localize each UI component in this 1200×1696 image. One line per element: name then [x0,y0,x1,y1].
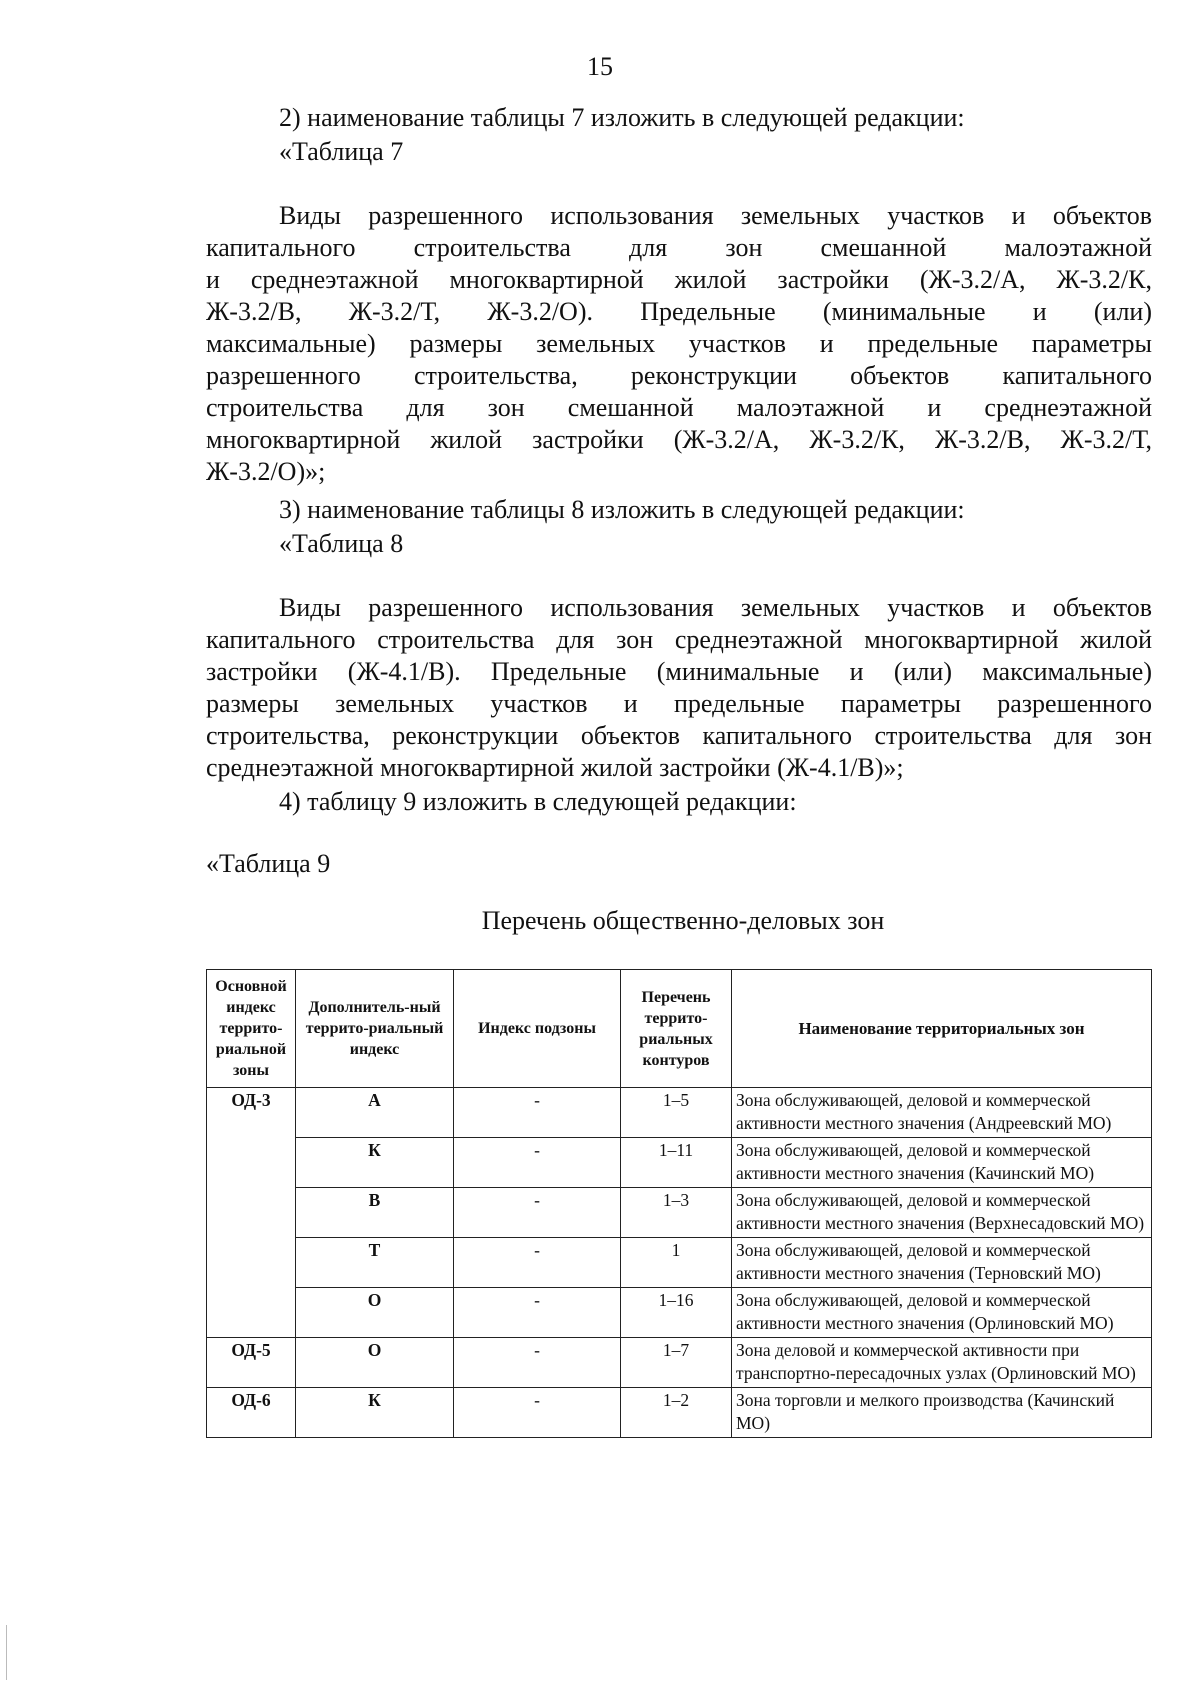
header-main-index: Основной индекс террито-риальной зоны [207,970,296,1088]
cell-zone-name: Зона обслуживающей, деловой и коммерческой активности местного значения (Верхнесадовский МО) [732,1188,1152,1238]
table-row [207,1238,1152,1288]
caption-line: Виды разрешенного использования земельных участков и объектов [279,201,1152,230]
table-row [207,1138,1152,1188]
caption-line: строительства, реконструкции объектов капитального строительства для зон [206,721,1152,750]
caption-line: максимальные) размеры земельных участков и предельные параметры [206,329,1152,358]
caption-line: Ж-3.2/В, Ж-3.2/Т, Ж-3.2/О). Предельные (минимальные и (или) [206,297,1152,326]
cell-zone-name: Зона обслуживающей, деловой и коммерческой активности местного значения (Терновский МО) [732,1238,1152,1288]
caption-line: размеры земельных участков и предельные параметры разрешенного [206,689,1152,718]
cell-main-index: ОД-5 [207,1338,296,1388]
cell-contours: 1 [621,1238,732,1288]
cell-additional-index: К [296,1388,454,1438]
table-row [207,1188,1152,1238]
cell-zone-name: Зона торговли и мелкого производства (Качинский МО) [732,1388,1152,1438]
cell-subzone-index: - [454,1388,621,1438]
cell-contours: 1–7 [621,1338,732,1388]
header-subzone-index: Индекс подзоны [454,970,621,1088]
table-7-label: «Таблица 7 [279,137,404,166]
cell-contours: 1–11 [621,1138,732,1188]
cell-contours: 1–5 [621,1088,732,1138]
cell-main-index [207,1188,296,1238]
page-number: 15 [587,52,613,81]
table-header-row [207,970,1152,1088]
cell-additional-index: К [296,1138,454,1188]
cell-additional-index: А [296,1088,454,1138]
header-additional-index: Дополнитель-ный террито-риальный индекс [296,970,454,1088]
scan-margin-mark [6,1625,7,1680]
caption-line: разрешенного строительства, реконструкции объектов капитального [206,361,1152,390]
cell-subzone-index: - [454,1288,621,1338]
cell-additional-index: Т [296,1238,454,1288]
header-contours: Перечень террито-риальных контуров [621,970,732,1088]
cell-zone-name: Зона обслуживающей, деловой и коммерческой активности местного значения (Андреевский МО) [732,1088,1152,1138]
cell-additional-index: О [296,1288,454,1338]
cell-subzone-index: - [454,1338,621,1388]
table-8-label: «Таблица 8 [279,529,404,558]
caption-line: среднеэтажной многоквартирной жилой застройки (Ж-4.1/В)»; [206,753,904,782]
cell-additional-index: О [296,1338,454,1388]
table-row [207,1338,1152,1388]
zones-table [206,969,1152,1438]
caption-line: многоквартирной жилой застройки (Ж-3.2/А, Ж-3.2/К, Ж-3.2/В, Ж-3.2/Т, [206,425,1152,454]
cell-zone-name: Зона обслуживающей, деловой и коммерческой активности местного значения (Орлиновский МО) [732,1288,1152,1338]
cell-contours: 1–16 [621,1288,732,1338]
cell-main-index: ОД-3 [207,1088,296,1138]
table-row [207,1388,1152,1438]
cell-additional-index: В [296,1188,454,1238]
caption-line: застройки (Ж-4.1/В). Предельные (минимальные и (или) максимальные) [206,657,1152,686]
cell-contours: 1–2 [621,1388,732,1438]
cell-main-index [207,1238,296,1288]
caption-line: Ж-3.2/О)»; [206,457,326,486]
cell-main-index [207,1288,296,1338]
cell-subzone-index: - [454,1238,621,1288]
caption-line: Виды разрешенного использования земельных участков и объектов [279,593,1152,622]
caption-line: строительства для зон смешанной малоэтажной и среднеэтажной [206,393,1152,422]
table-9-title: Перечень общественно-деловых зон [481,906,885,935]
cell-subzone-index: - [454,1138,621,1188]
caption-line: капитального строительства для зон среднеэтажной многоквартирной жилой [206,625,1152,654]
table-row [207,1288,1152,1338]
cell-subzone-index: - [454,1088,621,1138]
table-row [207,1088,1152,1138]
cell-main-index: ОД-6 [207,1388,296,1438]
cell-main-index [207,1138,296,1188]
cell-zone-name: Зона обслуживающей, деловой и коммерческой активности местного значения (Качинский МО) [732,1138,1152,1188]
paragraph-item-4: 4) таблицу 9 изложить в следующей редакции: [279,787,797,816]
caption-line: капитального строительства для зон смешанной малоэтажной [206,233,1152,262]
caption-line: и среднеэтажной многоквартирной жилой застройки (Ж-3.2/А, Ж-3.2/К, [206,265,1152,294]
cell-subzone-index: - [454,1188,621,1238]
cell-contours: 1–3 [621,1188,732,1238]
paragraph-item-3: 3) наименование таблицы 8 изложить в следующей редакции: [279,495,965,524]
cell-zone-name: Зона деловой и коммерческой активности при транспортно-пересадочных узлах (Орлиновский МО) [732,1338,1152,1388]
table-9-label: «Таблица 9 [206,849,331,878]
header-zone-name: Наименование территориальных зон [732,970,1152,1088]
paragraph-item-2: 2) наименование таблицы 7 изложить в следующей редакции: [279,103,965,132]
